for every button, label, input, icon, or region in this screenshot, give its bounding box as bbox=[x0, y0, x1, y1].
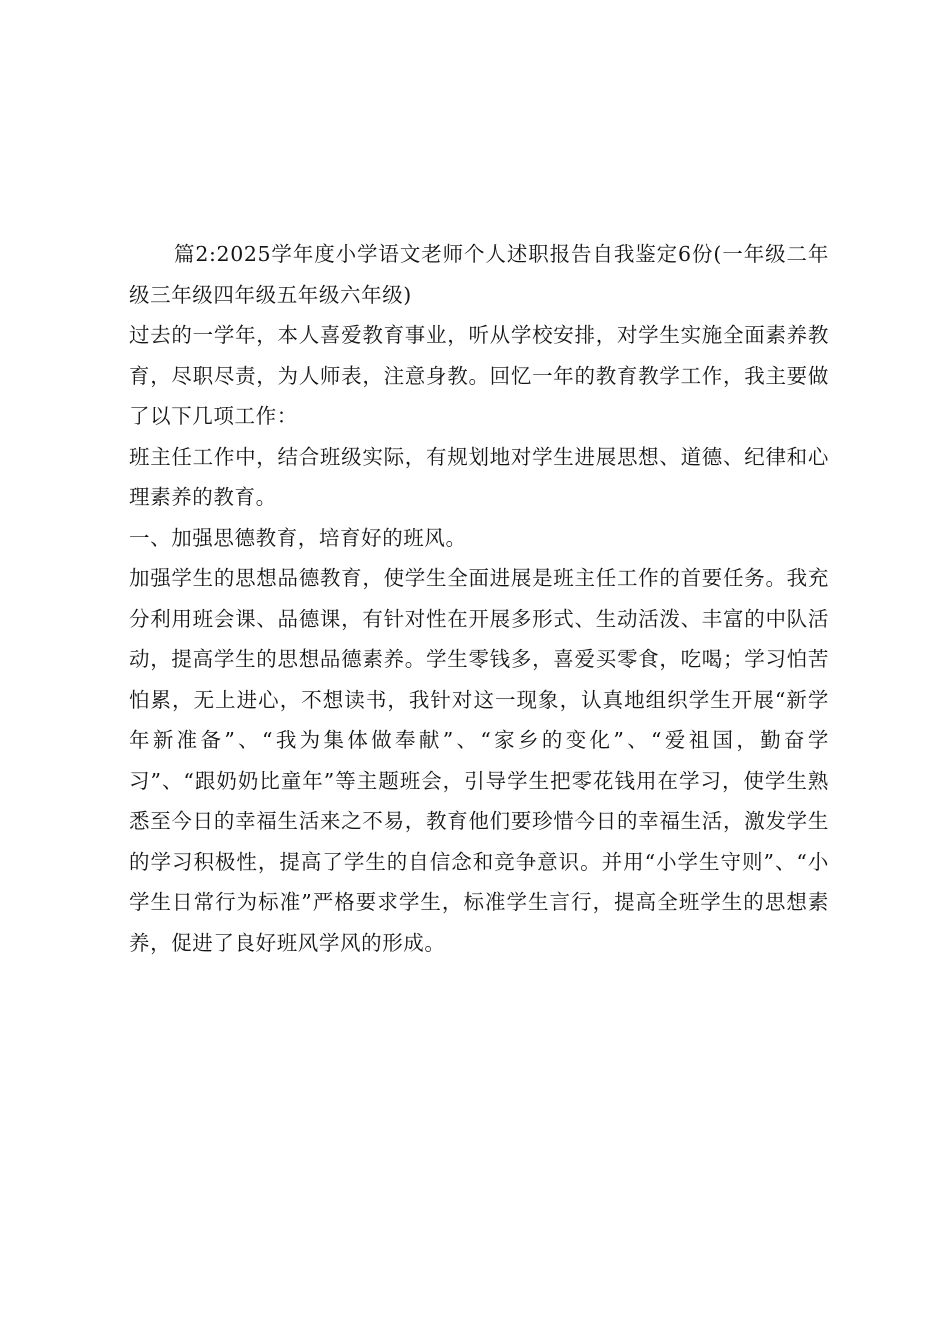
subsection-heading-1: 一、加强思德教育，培育好的班风。 bbox=[129, 525, 467, 550]
class-teacher-paragraph: 班主任工作中，结合班级实际，有规划地对学生进展思想、道德、纪律和心理素养的教育。 bbox=[129, 444, 829, 509]
section-heading: 篇2:2025学年度小学语文老师个人述职报告自我鉴定6份(一年级二年级三年级四年级五年级六年级) bbox=[129, 242, 829, 307]
intro-paragraph: 过去的一学年，本人喜爱教育事业，听从学校安排，对学生实施全面素养教育，尽职尽责，为人师表，注意身教。回忆一年的教育教学工作，我主要做了以下几项工作： bbox=[129, 323, 829, 428]
moral-education-paragraph: 加强学生的思想品德教育，使学生全面进展是班主任工作的首要任务。我充分利用班会课、品德课，有针对性在开展多形式、生动活泼、丰富的中队活动，提高学生的思想品德素养。学生零钱多，喜爱买零食，吃喝；学习怕苦怕累，无上进心，不想读书，我针对这一现象，认真地组织学生开展“新学年新准备”、“我为集体做奉献”、“家乡的变化”、“爱祖国，勤奋学习”、“跟奶奶比童年”等主题班会，引导学生把零花钱用在学习，使学生熟悉至今日的幸福生活来之不易，教育他们要珍惜今日的幸福生活，激发学生的学习积极性，提高了学生的自信念和竞争意识。并用“小学生守则”、“小学生日常行为标准”严格要求学生，标准学生言行，提高全班学生的思想素养，促进了良好班风学风的形成。 bbox=[129, 566, 829, 955]
document-body bbox=[129, 234, 829, 963]
